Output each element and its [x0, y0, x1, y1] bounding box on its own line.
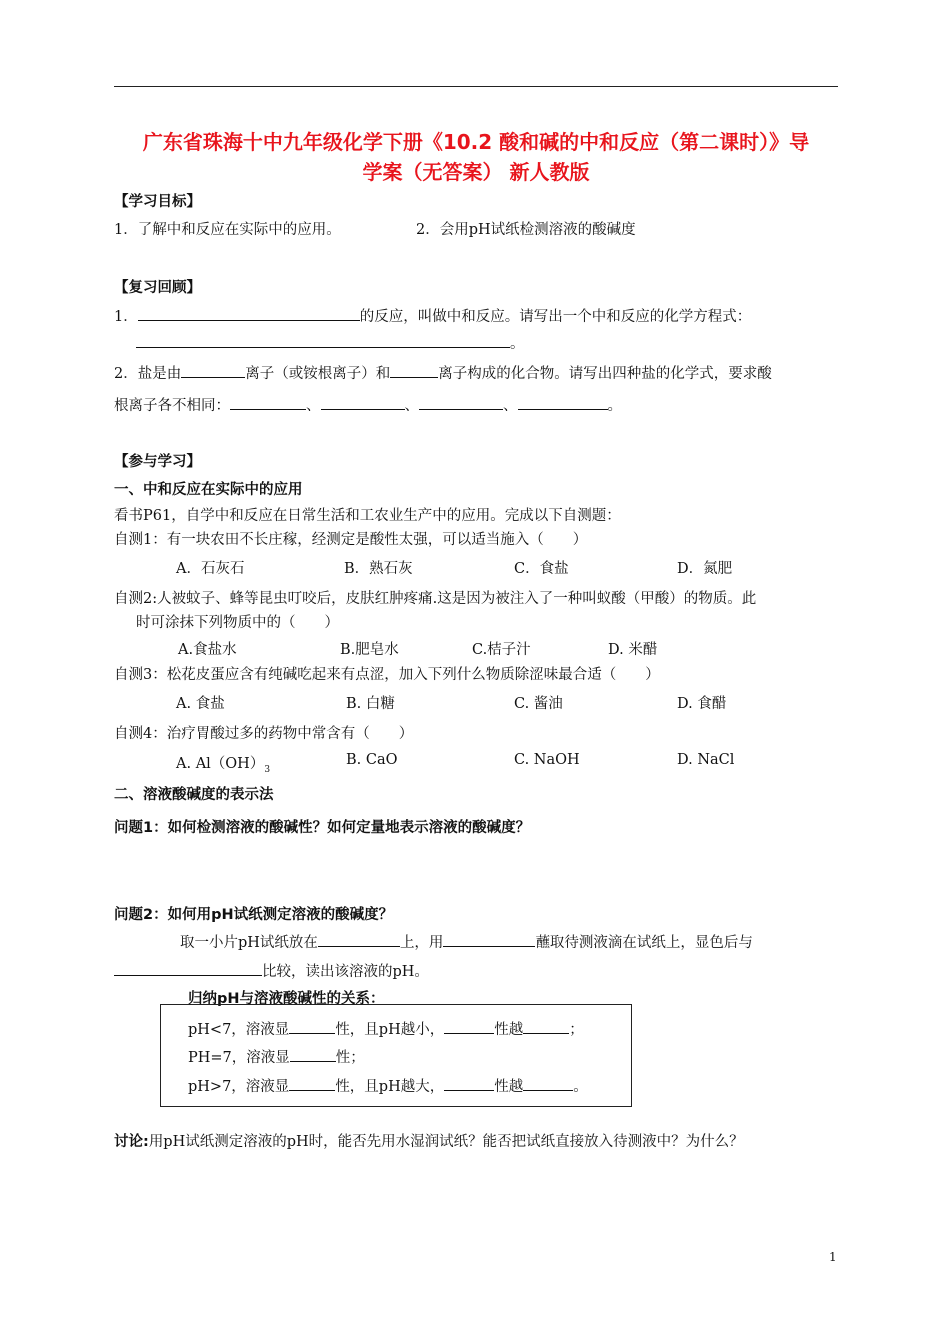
header-rule — [114, 86, 838, 87]
review-question-2: 2．盐是由 离子（或铵根离子）和 离子构成的化合物。请写出四种盐的化学式，要求酸 — [114, 362, 772, 383]
blank[interactable] — [443, 932, 535, 947]
goal-item-1: 1．了解中和反应在实际中的应用。 — [114, 222, 341, 238]
self-test-4-option-b: B. CaO — [346, 752, 398, 768]
goal-item-2: 2．会用pH试纸检测溶液的酸碱度 — [416, 222, 636, 238]
problem-2-line-2: 比较，读出该溶液的pH。 — [114, 960, 429, 981]
blank[interactable] — [230, 395, 306, 410]
self-test-4-option-d: D. NaCl — [677, 752, 735, 768]
blank[interactable] — [444, 1076, 494, 1091]
self-test-2-option-a: A.食盐水 — [178, 642, 237, 658]
document-title-line2: 学案（无答案） 新人教版 — [362, 160, 590, 184]
self-test-3-option-d: D. 食醋 — [677, 696, 727, 712]
self-test-1-option-c: C．食盐 — [514, 561, 569, 577]
review-question-1-answer-line: 。 — [136, 332, 525, 353]
document-title-line1: 广东省珠海十中九年级化学下册《10.2 酸和碱的中和反应（第二课时）》导 — [142, 130, 810, 154]
self-test-3-option-c: C. 酱油 — [514, 696, 563, 712]
self-test-3-option-b: B. 白糖 — [346, 696, 395, 712]
self-test-2-option-b: B.肥皂水 — [340, 642, 399, 658]
review-heading: 【复习回顾】 — [114, 280, 201, 296]
blank[interactable] — [114, 961, 262, 976]
section-1-intro: 看书P61，自学中和反应在日常生活和工农业生产中的应用。完成以下自测题： — [114, 508, 621, 524]
self-test-1-option-b: B．熟石灰 — [344, 561, 413, 577]
blank[interactable] — [321, 395, 405, 410]
self-test-1-option-a: A．石灰石 — [176, 561, 245, 577]
self-test-2-option-d: D. 米醋 — [608, 642, 658, 658]
blank[interactable] — [444, 1019, 494, 1034]
blank[interactable] — [289, 1076, 335, 1091]
blank[interactable] — [390, 363, 438, 378]
blank[interactable] — [318, 932, 400, 947]
blank[interactable] — [523, 1019, 569, 1034]
blank[interactable] — [419, 395, 503, 410]
self-test-3-question: 自测3：松花皮蛋应含有纯碱吃起来有点涩，加入下列什么物质除涩味最合适（ ） — [114, 667, 660, 683]
ph-relation-row-2: PH=7，溶液显 性； — [188, 1046, 365, 1067]
blank[interactable] — [518, 395, 608, 410]
goals-heading: 【学习目标】 — [114, 194, 201, 210]
self-test-2-option-c: C.桔子汁 — [472, 642, 531, 658]
blank[interactable] — [289, 1019, 335, 1034]
blank[interactable] — [523, 1076, 573, 1091]
problem-1: 问题1：如何检测溶液的酸碱性？如何定量地表示溶液的酸碱度？ — [114, 820, 531, 836]
self-test-1-question: 自测1：有一块农田不长庄稼，经测定是酸性太强，可以适当施入（ ） — [114, 532, 588, 548]
self-test-4-option-a: A. $Al(OH)_3$ — [176, 756, 271, 775]
review-question-1: 1． 的反应，叫做中和反应。请写出一个中和反应的化学方程式： — [114, 305, 751, 326]
review-question-2-continued: 根离子各不相同： 、 、 、 。 — [114, 394, 622, 415]
discussion: 讨论:用pH试纸测定溶液的pH时，能否先用水湿润试纸？能否把试纸直接放入待测液中？为什么？ — [114, 1134, 744, 1150]
blank[interactable] — [290, 1047, 336, 1062]
ph-relation-row-1: pH<7，溶液显 性，且pH越小， 性越 ； — [188, 1018, 584, 1039]
section-2-heading: 二、溶液酸碱度的表示法 — [114, 787, 274, 803]
self-test-2-question-cont: 时可涂抹下列物质中的（ ） — [136, 615, 339, 631]
problem-2: 问题2：如何用pH试纸测定溶液的酸碱度？ — [114, 907, 394, 923]
blank[interactable] — [136, 333, 510, 348]
self-test-4-question: 自测4：治疗胃酸过多的药物中常含有（ ） — [114, 726, 414, 742]
self-test-2-question: 自测2:人被蚊子、蜂等昆虫叮咬后，皮肤红肿疼痛.这是因为被注入了一种叫蚁酸（甲酸）的物质。此 — [114, 591, 757, 607]
problem-2-line-1: 取一小片pH试纸放在 上，用 蘸取待测液滴在试纸上，显色后与 — [180, 931, 753, 952]
participate-heading: 【参与学习】 — [114, 454, 201, 470]
blank[interactable] — [181, 363, 245, 378]
self-test-4-option-c: C. NaOH — [514, 752, 580, 768]
page-number: 1 — [829, 1250, 837, 1264]
section-1-heading: 一、中和反应在实际中的应用 — [114, 482, 303, 498]
self-test-3-option-a: A. 食盐 — [176, 696, 225, 712]
summary-heading: 归纳pH与溶液酸碱性的关系： — [188, 991, 385, 1007]
blank[interactable] — [138, 306, 360, 321]
self-test-1-option-d: D．氮肥 — [677, 561, 733, 577]
ph-relation-row-3: pH>7，溶液显 性，且pH越大， 性越 。 — [188, 1075, 588, 1096]
